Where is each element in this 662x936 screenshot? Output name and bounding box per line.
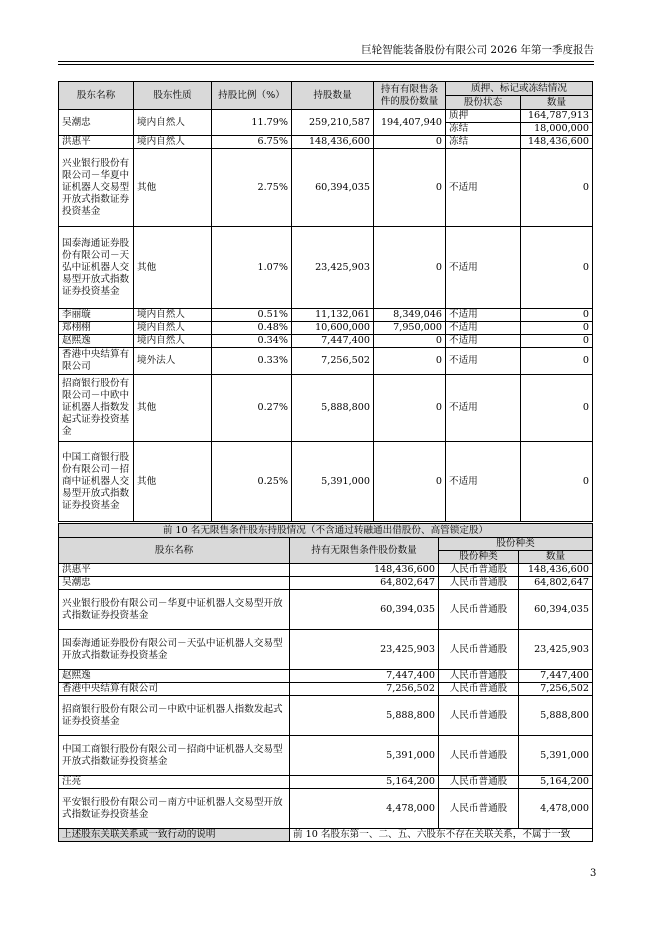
share-type: 人民币普通股	[439, 683, 519, 696]
share-status: 不适用	[446, 348, 521, 375]
status-amount: 0	[521, 309, 593, 322]
unrestricted-qty: 7,447,400	[290, 670, 439, 683]
share-status: 冻结	[446, 123, 521, 136]
shareholder-name: 李丽璇	[59, 309, 134, 322]
share-amount: 5,164,200	[519, 776, 593, 789]
shareholder-nature: 境内自然人	[134, 335, 212, 348]
col-header-amount: 数量	[519, 551, 593, 564]
shareholder-name: 招商银行股份有限公司－中欧中证机器人指数发起式证券投资基金	[59, 375, 134, 442]
share-status: 质押	[446, 110, 521, 123]
col-header-unrestricted-qty: 持有无限售条件股份数量	[290, 538, 439, 564]
shareholder-nature: 其他	[134, 149, 212, 227]
shareholder-nature: 其他	[134, 442, 212, 522]
col-header-type-group: 股份种类	[439, 538, 593, 551]
restricted-qty: 0	[374, 348, 446, 375]
holding-ratio: 0.25%	[212, 442, 292, 522]
unrestricted-qty: 5,888,800	[290, 696, 439, 736]
col-header-amount: 数量	[521, 96, 593, 110]
holding-ratio: 0.34%	[212, 335, 292, 348]
share-amount: 7,447,400	[519, 670, 593, 683]
status-amount: 0	[521, 348, 593, 375]
share-status: 不适用	[446, 322, 521, 335]
shareholder-name: 赵熙逸	[59, 670, 290, 683]
relation-label: 上述股东关联关系或一致行动的说明	[59, 829, 290, 842]
share-amount: 4,478,000	[519, 789, 593, 829]
share-amount: 5,391,000	[519, 736, 593, 776]
status-amount: 0	[521, 322, 593, 335]
report-header: 巨轮智能装备股份有限公司 2026 年第一季度报告	[361, 44, 594, 56]
shareholder-name: 国泰海通证券股份有限公司－天弘中证机器人交易型开放式指数证券投资基金	[59, 227, 134, 309]
share-status: 不适用	[446, 442, 521, 522]
unrestricted-qty: 5,164,200	[290, 776, 439, 789]
share-amount: 64,802,647	[519, 577, 593, 590]
unrestricted-qty: 64,802,647	[290, 577, 439, 590]
holding-ratio: 0.48%	[212, 322, 292, 335]
share-type: 人民币普通股	[439, 696, 519, 736]
holding-qty: 60,394,035	[292, 149, 374, 227]
top10-shareholders-table	[58, 81, 593, 522]
restricted-qty: 0	[374, 149, 446, 227]
col-header-type: 股份种类	[439, 551, 519, 564]
holding-qty: 5,391,000	[292, 442, 374, 522]
holding-qty: 7,447,400	[292, 335, 374, 348]
holding-ratio: 0.33%	[212, 348, 292, 375]
holding-ratio: 0.27%	[212, 375, 292, 442]
shareholder-name: 洪惠平	[59, 136, 134, 149]
col-header-pledge-group: 质押、标记或冻结情况	[446, 82, 593, 96]
col-header-ratio: 持股比例（%）	[212, 82, 292, 110]
shareholder-nature: 其他	[134, 375, 212, 442]
col-header-nature: 股东性质	[134, 82, 212, 110]
shareholder-name: 郑栩栩	[59, 322, 134, 335]
shareholder-name: 吴潮忠	[59, 110, 134, 136]
share-type: 人民币普通股	[439, 577, 519, 590]
holding-ratio: 0.51%	[212, 309, 292, 322]
shareholder-name: 汪亮	[59, 776, 290, 789]
shareholder-name: 洪惠平	[59, 564, 290, 577]
shareholder-name: 国泰海通证券股份有限公司－天弘中证机器人交易型开放式指数证券投资基金	[59, 630, 290, 670]
share-amount: 148,436,600	[519, 564, 593, 577]
col-header-name: 股东名称	[59, 538, 290, 564]
status-amount: 148,436,600	[521, 136, 593, 149]
shareholder-name: 赵熙逸	[59, 335, 134, 348]
shareholder-nature: 境内自然人	[134, 136, 212, 149]
section-title: 前 10 名无限售条件股东持股情况（不含通过转融通出借股份、高管锁定股）	[59, 524, 593, 538]
col-header-status: 股份状态	[446, 96, 521, 110]
shareholder-name: 中国工商银行股份有限公司－招商中证机器人交易型开放式指数证券投资基金	[59, 442, 134, 522]
status-amount: 0	[521, 227, 593, 309]
holding-qty: 7,256,502	[292, 348, 374, 375]
share-type: 人民币普通股	[439, 736, 519, 776]
share-type: 人民币普通股	[439, 564, 519, 577]
share-amount: 5,888,800	[519, 696, 593, 736]
share-type: 人民币普通股	[439, 630, 519, 670]
shareholder-nature: 境内自然人	[134, 322, 212, 335]
restricted-qty: 0	[374, 136, 446, 149]
status-amount: 0	[521, 335, 593, 348]
unrestricted-qty: 23,425,903	[290, 630, 439, 670]
share-type: 人民币普通股	[439, 590, 519, 630]
holding-ratio: 11.79%	[212, 110, 292, 136]
share-type: 人民币普通股	[439, 776, 519, 789]
restricted-qty: 0	[374, 375, 446, 442]
unrestricted-qty: 5,391,000	[290, 736, 439, 776]
holding-qty: 10,600,000	[292, 322, 374, 335]
unrestricted-qty: 7,256,502	[290, 683, 439, 696]
share-amount: 23,425,903	[519, 630, 593, 670]
shareholder-name: 兴业银行股份有限公司－华夏中证机器人交易型开放式指数证券投资基金	[59, 149, 134, 227]
shareholder-name: 吴潮忠	[59, 577, 290, 590]
holding-qty: 5,888,800	[292, 375, 374, 442]
share-status: 不适用	[446, 309, 521, 322]
restricted-qty: 0	[374, 335, 446, 348]
shareholder-nature: 境外法人	[134, 348, 212, 375]
share-type: 人民币普通股	[439, 670, 519, 683]
share-amount: 60,394,035	[519, 590, 593, 630]
page-number: 3	[590, 868, 597, 879]
unrestricted-shareholders-table	[58, 523, 593, 842]
restricted-qty: 194,407,940	[374, 110, 446, 136]
header-rule-thin	[58, 64, 594, 65]
status-amount: 0	[521, 442, 593, 522]
holding-qty: 11,132,061	[292, 309, 374, 322]
unrestricted-qty: 148,436,600	[290, 564, 439, 577]
holding-qty: 148,436,600	[292, 136, 374, 149]
unrestricted-qty: 60,394,035	[290, 590, 439, 630]
status-amount: 164,787,913	[521, 110, 593, 123]
share-status: 不适用	[446, 149, 521, 227]
col-header-qty: 持股数量	[292, 82, 374, 110]
holding-ratio: 1.07%	[212, 227, 292, 309]
holding-ratio: 2.75%	[212, 149, 292, 227]
status-amount: 0	[521, 375, 593, 442]
shareholder-name: 招商银行股份有限公司－中欧中证机器人指数发起式证券投资基金	[59, 696, 290, 736]
holding-ratio: 6.75%	[212, 136, 292, 149]
share-status: 冻结	[446, 136, 521, 149]
shareholder-name: 兴业银行股份有限公司－华夏中证机器人交易型开放式指数证券投资基金	[59, 590, 290, 630]
status-amount: 18,000,000	[521, 123, 593, 136]
shareholder-name: 香港中央结算有限公司	[59, 683, 290, 696]
share-status: 不适用	[446, 375, 521, 442]
share-status: 不适用	[446, 227, 521, 309]
share-amount: 7,256,502	[519, 683, 593, 696]
holding-qty: 259,210,587	[292, 110, 374, 136]
share-status: 不适用	[446, 335, 521, 348]
shareholder-nature: 境内自然人	[134, 309, 212, 322]
shareholder-name: 平安银行股份有限公司－南方中证机器人交易型开放式指数证券投资基金	[59, 789, 290, 829]
col-header-restricted: 持有有限售条件的股份数量	[374, 82, 446, 110]
restricted-qty: 8,349,046	[374, 309, 446, 322]
shareholder-name: 中国工商银行股份有限公司－招商中证机器人交易型开放式指数证券投资基金	[59, 736, 290, 776]
holding-qty: 23,425,903	[292, 227, 374, 309]
shareholder-name: 香港中央结算有限公司	[59, 348, 134, 375]
restricted-qty: 0	[374, 227, 446, 309]
unrestricted-qty: 4,478,000	[290, 789, 439, 829]
relation-text: 前 10 名股东第一、二、五、六股东不存在关联关系，不属于一致	[290, 829, 593, 842]
restricted-qty: 0	[374, 442, 446, 522]
header-rule	[58, 61, 594, 62]
restricted-qty: 7,950,000	[374, 322, 446, 335]
status-amount: 0	[521, 149, 593, 227]
shareholder-nature: 其他	[134, 227, 212, 309]
shareholder-nature: 境内自然人	[134, 110, 212, 136]
share-type: 人民币普通股	[439, 789, 519, 829]
col-header-name: 股东名称	[59, 82, 134, 110]
